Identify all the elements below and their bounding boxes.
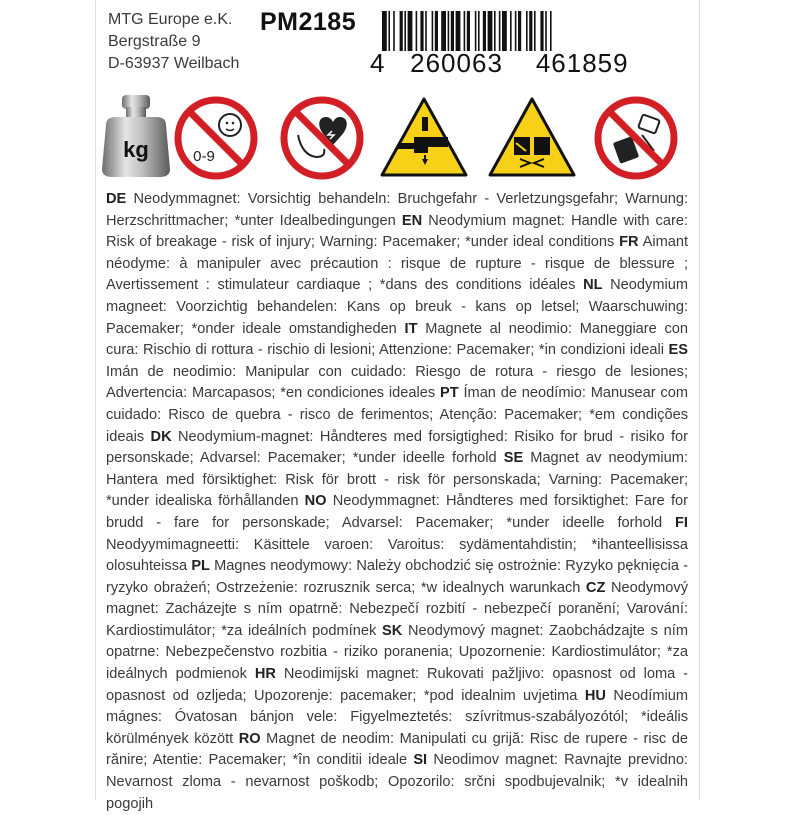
barcode-bar [441,11,446,51]
barcode-bar [400,11,403,51]
barcode-bar [435,11,438,51]
no-children-icon [170,95,262,181]
language-code: HU [584,687,606,704]
barcode-bar [451,11,454,51]
barcode-bar [499,11,501,51]
language-code: FI [675,514,688,531]
barcode-bar [483,11,486,51]
barcode-bar [408,11,413,51]
barcode-group-1: 260063 [410,48,503,78]
language-code: ES [668,342,688,359]
barcode-bar [494,11,496,51]
language-code: DE [106,191,127,207]
barcode-bar [404,11,406,51]
barcode-bar [448,11,450,51]
magnetic-field-warning-icon [486,95,578,181]
manufacturer-address [108,9,239,75]
barcode-bar [420,11,423,51]
language-code: EN [401,212,423,229]
language-code: PL [191,558,210,575]
address-line-city: D-63937 Weilbach [108,55,240,72]
barcode-bar [382,11,387,51]
barcode-bar [510,11,512,51]
language-code: CZ [585,579,606,596]
warning-text: Neodymium-magnet: Håndteres med forsigtighed: Risiko for brud - risiko for personskade; Advarsel: Pacemaker; *under ideelle forhold [106,428,689,467]
barcode-group-2: 461859 [535,48,629,78]
warning-text: Neodimov magnet: Ravnajte previdno: Nevarnost zloma - nevarnost poškodb; Opozorilo: srčni spodbujevalnik; *v idealnih pogojih [106,752,688,812]
language-code: RO [238,730,261,747]
warning-text: Imán de neodimio: Manipular con cuidado: Riesgo de rotura - riesgo de lesiones; Advertencia: Marcapasos; *en condiciones ideales [106,363,688,402]
barcode-bar [464,11,466,51]
warning-text: Neodymmagnet: Vorsichtig behandeln: Bruchgefahr - Verletzungsgefahr; Warnung: Herzschrittmacher; *unter Idealbedingungen [106,191,688,229]
warning-text: Neodymium magneet: Voorzichtig behandelen: Kans op breuk - kans op letsel; Waarschuwing: Pacemaker; *onder ideale omstandigheden [106,277,688,337]
no-electronic-devices-icon [590,95,682,181]
language-code: DK [150,428,172,445]
barcode-bar [425,11,427,51]
barcode-number [370,48,629,79]
warning-text: Magnes neodymowy: Należy obchodzić się ostrożnie: Ryzyko pęknięcia - ryzyko obrażeń; Ostrzeżenie: rozrusznik serca; *w idealnych warunkach [106,558,688,596]
warning-text: Neodymium magnet: Handle with care: Risk of breakage - risk of injury; Warning: Pacemaker; *under ideal conditions [106,212,689,251]
barcode-bar [456,11,461,51]
barcode-bar [529,11,532,51]
warning-text: Aimant néodyme: à manipuler avec précaution : risque de rupture - risque de blessure ; Avertissement : stimulateur cardiaque ; *dans des conditions idéales [106,234,689,294]
language-code: SK [381,622,403,639]
barcode-bar [388,11,390,51]
language-code: HR [254,666,276,683]
warning-text: Neodymmagnet: Håndteres med forsiktighet: Fare for brudd - fare for personskade; Advarsel: Pacemaker; *under ideelle forhold [106,493,688,531]
language-code: NO [304,493,327,510]
warning-text: Magnete al neodimio: Maneggiare con cura: Rischio di rottura - rischio di lesioni; Attenzione: Pacemaker; *in condizioni ideali [106,320,688,359]
language-code: IT [404,320,418,337]
age-range-text: 0-9 [193,148,215,165]
barcode-bar [515,11,517,51]
warning-text: Neodímium mágnes: Óvatosan bánjon vele: Figyelmeztetés: szívritmus-szabályozótól; *ideális körülmények között [106,687,688,747]
barcode-bar [502,11,507,51]
barcode-bar [416,11,418,51]
barcode-bar [526,11,528,51]
warning-text: Íman de neodímio: Manusear com cuidado: Risco de quebra - risco de ferimentos; Atenção: Pacemaker; *em condições ideais [106,385,688,445]
warning-text: Magnet av neodymium: Hantera med försiktighet: Risk för brott - risk för personskada; Varning: Pacemaker; *under idealiska förhållanden [106,450,688,510]
barcode-bar [518,11,521,51]
warning-text: Neodymový magnet: Zacházejte s ním opatrně: Nebezpečí rozbití - nebezpečí poranění; Varování: Kardiostimulátor; *za ideálních podmínek [106,579,688,639]
barcode-bar [475,11,477,51]
barcode-bar [432,11,434,51]
crush-hazard-warning-icon [378,95,470,181]
no-pacemaker-icon [276,95,368,181]
language-code: SI [413,752,428,769]
warning-text: Magnet de neodim: Manipulati cu grijă: Risc de rupere - risc de rănire; Atentie: Pacemaker; *în conditii ideale [106,730,688,769]
barcode-bar [534,11,536,51]
barcode-bar [545,11,547,51]
language-code: NL [583,277,603,294]
warning-text: Neodyymimagneetti: Käsittele varoen: Varoitus: sydämentahdistin; *ihanteellisissa olosuhteissa [106,536,688,575]
barcode-bar [393,11,395,51]
language-code: PT [440,385,459,402]
language-code: FR [619,234,639,251]
address-line-street: Bergstraße 9 [108,33,201,50]
barcode-bar [467,11,470,51]
language-code: SE [503,450,524,467]
warning-text: Neodymový magnet: Zaobchádzajte s ním opatrne: Nebezpečenstvo rozbitia - riziko poranenia; Upozornenie: Kardiostimulátor; *za ideálnych podmienok [106,622,688,683]
multilingual-warning-text [106,189,688,815]
barcode-bar [478,11,480,51]
warning-text: Neodimijski magnet: Rukovati pažljivo: opasnost od loma - opasnost od ozljeda; Upozorenje: pacemaker; *pod idealnim uvjetima [106,666,688,704]
barcode-bar [550,11,552,51]
address-line-company: MTG Europe e.K. [108,11,233,28]
barcode-prefix: 4 [370,48,386,78]
weight-kg-text: kg [123,137,149,162]
barcode-bar [488,11,493,51]
product-code: PM2185 [260,8,357,36]
barcode-bar [540,11,543,51]
